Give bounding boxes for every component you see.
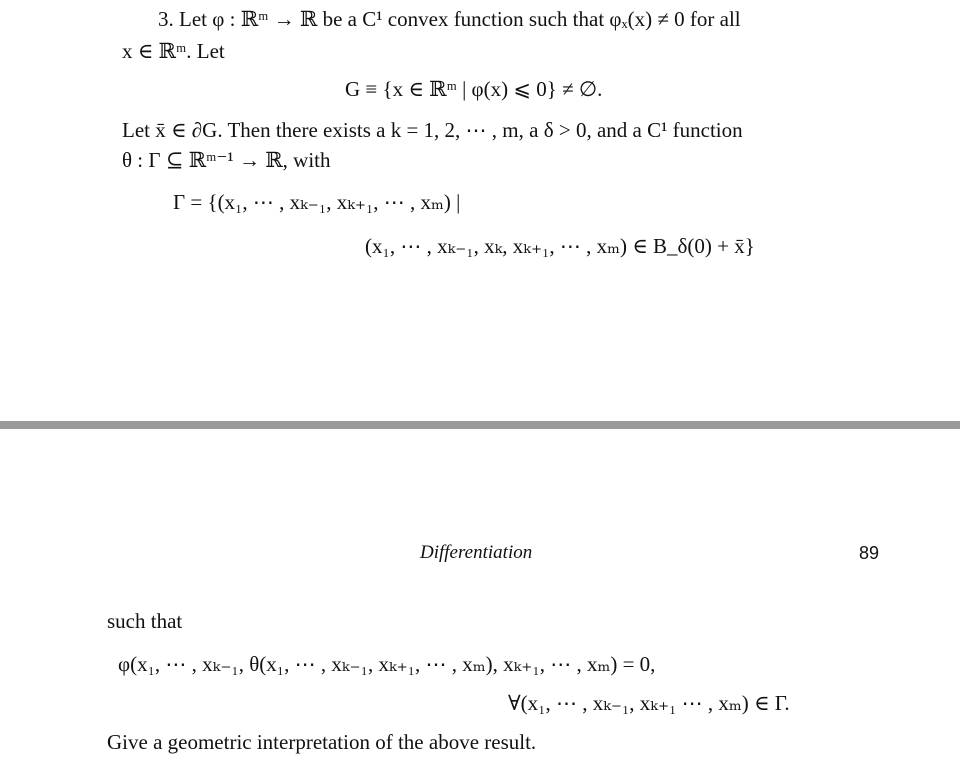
continuation-text: such that bbox=[107, 609, 183, 633]
implicit-equation: φ(x₁, ⋯ , xₖ₋₁, θ(x₁, ⋯ , xₖ₋₁, xₖ₊₁, ⋯ , xₘ), xₖ₊₁, ⋯ , xₘ) = 0, bbox=[118, 652, 656, 676]
running-title: Differentiation bbox=[420, 542, 533, 563]
forall-condition: ∀(x₁, ⋯ , xₖ₋₁, xₖ₊₁ ⋯ , xₘ) ∈ Γ. bbox=[508, 691, 790, 715]
gamma-definition-line-1: Γ = {(x₁, ⋯ , xₖ₋₁, xₖ₊₁, ⋯ , xₘ) | bbox=[173, 190, 461, 214]
problem-statement-line-4: θ : Γ ⊆ ℝᵐ⁻¹ → ℝ, with bbox=[122, 148, 331, 172]
gamma-definition-line-2: (x₁, ⋯ , xₖ₋₁, xₖ, xₖ₊₁, ⋯ , xₘ) ∈ B_δ(0) + x̄} bbox=[365, 234, 755, 258]
problem-statement-line-2: x ∈ ℝᵐ. Let bbox=[122, 39, 225, 63]
problem-statement-line-1: 3. Let φ : ℝᵐ → ℝ be a C¹ convex function such that φₓ(x) ≠ 0 for all bbox=[158, 7, 741, 31]
page-divider bbox=[0, 421, 960, 429]
question-line: Give a geometric interpretation of the above result. bbox=[107, 730, 537, 754]
set-g-definition: G ≡ {x ∈ ℝᵐ | φ(x) ⩽ 0} ≠ ∅. bbox=[345, 77, 603, 101]
problem-statement-line-3: Let x̄ ∈ ∂G. Then there exists a k = 1, 2, ⋯ , m, a δ > 0, and a C¹ function bbox=[122, 118, 743, 142]
page-number: 89 bbox=[859, 543, 880, 563]
